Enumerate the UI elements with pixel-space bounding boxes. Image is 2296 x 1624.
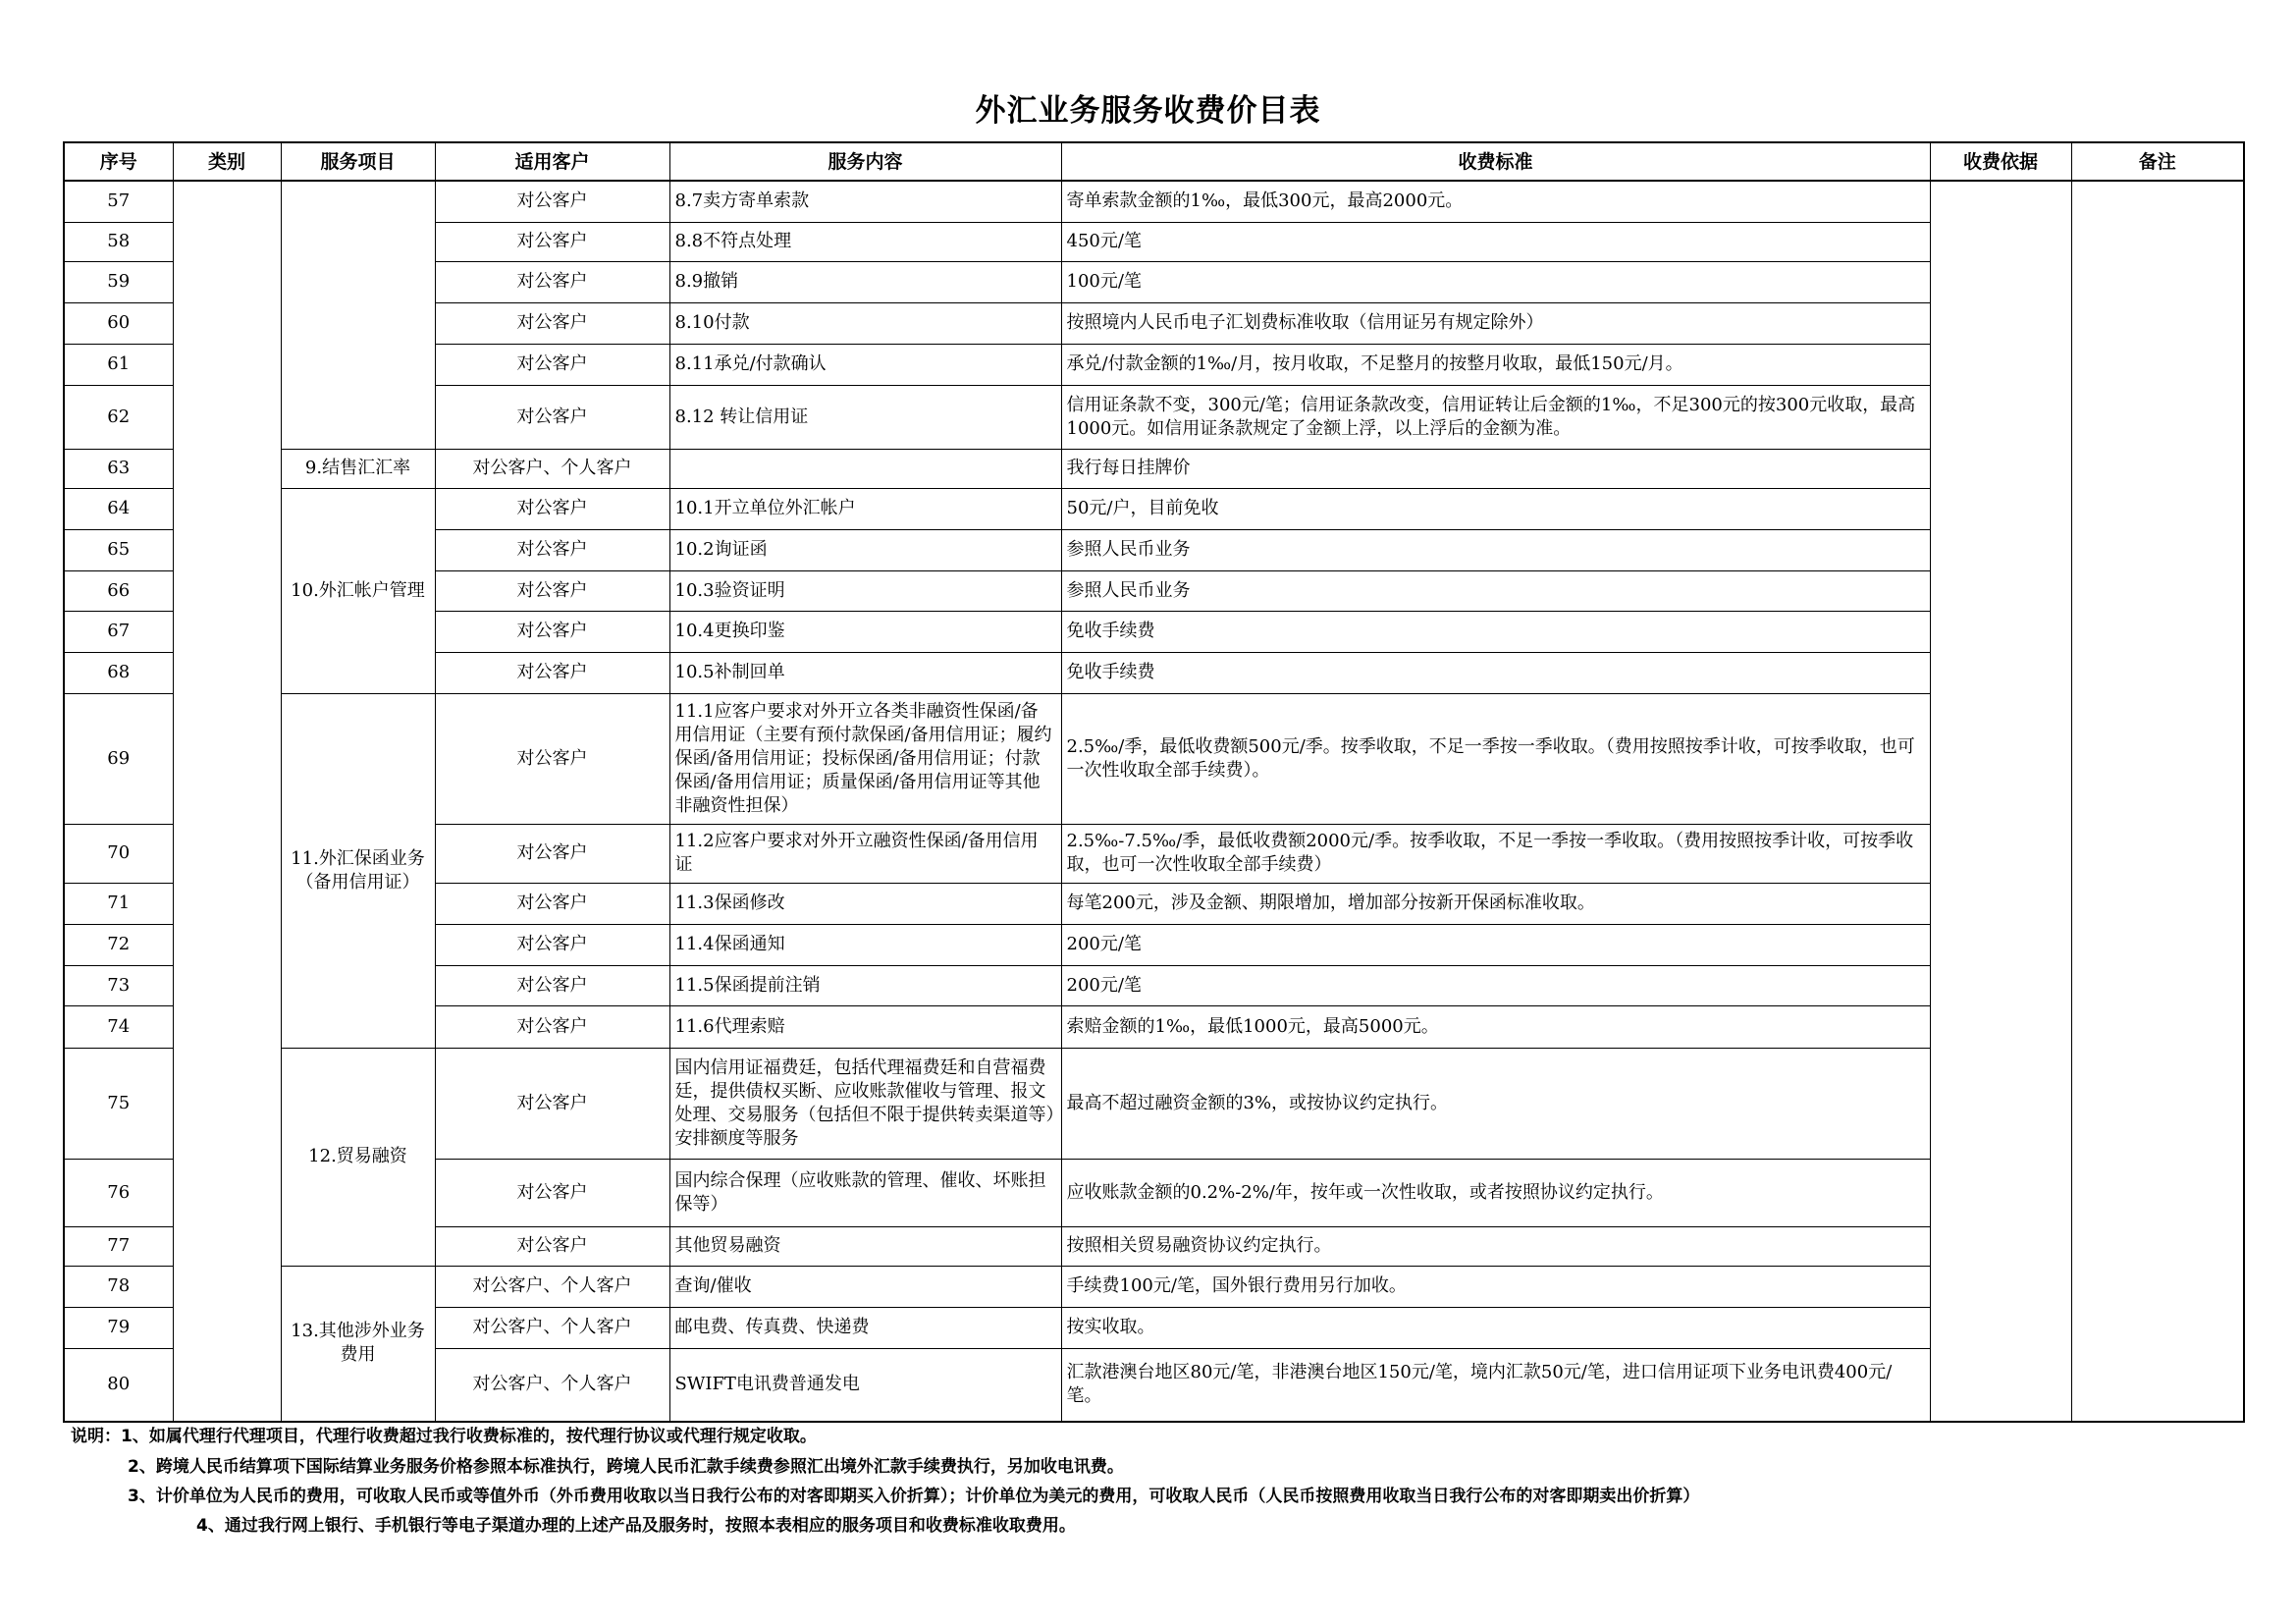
fee-standard-cell: 我行每日挂牌价 — [1061, 449, 1930, 488]
row-number-cell: 69 — [64, 693, 173, 824]
row-number-cell: 70 — [64, 824, 173, 883]
customer-cell: 对公客户 — [435, 488, 669, 529]
service-content-cell: 邮电费、传真费、快递费 — [669, 1307, 1061, 1348]
row-number-cell: 58 — [64, 222, 173, 261]
page-title: 外汇业务服务收费价目表 — [975, 93, 1321, 129]
customer-cell: 对公客户 — [435, 1048, 669, 1159]
table-body — [64, 181, 2244, 1422]
service-content-cell: 11.3保函修改 — [669, 883, 1061, 924]
row-number-cell: 64 — [64, 488, 173, 529]
header-row — [64, 142, 2244, 181]
service-content-cell: 10.3验资证明 — [669, 570, 1061, 611]
row-number-cell: 68 — [64, 652, 173, 693]
note-item: 3、计价单位为人民币的费用，可收取人民币或等值外币（外币费用收取以当日我行公布的对客即期买入价折算）；计价单位为美元的费用，可收取人民币（人民币按照费用收取当日我行公布的对客即期卖出价折算） — [128, 1487, 1700, 1506]
customer-cell: 对公客户 — [435, 1005, 669, 1048]
fee-standard-cell: 承兑/付款金额的1‰/月，按月收取，不足整月的按整月收取，最低150元/月。 — [1061, 344, 1930, 385]
row-number-cell: 73 — [64, 965, 173, 1005]
header-fee-basis: 收费依据 — [1930, 142, 2071, 181]
service-content-cell: 查询/催收 — [669, 1266, 1061, 1307]
fee-standard-cell: 汇款港澳台地区80元/笔，非港澳台地区150元/笔，境内汇款50元/笔，进口信用证项下业务电讯费400元/笔。 — [1061, 1348, 1930, 1422]
service-content-cell: 国内信用证福费廷，包括代理福费廷和自营福费廷，提供债权买断、应收账款催收与管理、报文处理、交易服务（包括但不限于提供转卖渠道等）安排额度等服务 — [669, 1048, 1061, 1159]
note-line-3 — [128, 1485, 1699, 1508]
header-remarks: 备注 — [2071, 142, 2244, 181]
service-content-cell: 10.2询证函 — [669, 529, 1061, 570]
fee-standard-cell: 200元/笔 — [1061, 965, 1930, 1005]
service-content-cell: 10.4更换印鉴 — [669, 611, 1061, 652]
fee-standard-cell: 免收手续费 — [1061, 652, 1930, 693]
row-number-cell: 59 — [64, 261, 173, 302]
fee-standard-cell: 2.5‰/季，最低收费额500元/季。按季收取，不足一季按一季收取。（费用按照按季计收，可按季收取，也可一次性收取全部手续费）。 — [1061, 693, 1930, 824]
service-content-cell: 11.2应客户要求对外开立融资性保函/备用信用证 — [669, 824, 1061, 883]
row-number-cell: 79 — [64, 1307, 173, 1348]
table-row — [64, 1266, 2244, 1307]
customer-cell: 对公客户、个人客户 — [435, 449, 669, 488]
service-content-cell: 国内综合保理（应收账款的管理、催收、坏账担保等） — [669, 1159, 1061, 1226]
fee-standard-cell: 200元/笔 — [1061, 924, 1930, 965]
customer-cell: 对公客户、个人客户 — [435, 1348, 669, 1422]
service-item-cell: 10.外汇帐户管理 — [281, 488, 435, 693]
service-content-cell: SWIFT电讯费普通发电 — [669, 1348, 1061, 1422]
fee-standard-cell: 450元/笔 — [1061, 222, 1930, 261]
notes-label: 说明： — [71, 1427, 121, 1446]
service-content-cell: 8.8不符点处理 — [669, 222, 1061, 261]
row-number-cell: 76 — [64, 1159, 173, 1226]
remarks-cell — [2071, 181, 2244, 1422]
row-number-cell: 67 — [64, 611, 173, 652]
service-content-cell: 11.1应客户要求对外开立各类非融资性保函/备用信用证（主要有预付款保函/备用信用证；履约保函/备用信用证；投标保函/备用信用证；付款保函/备用信用证；质量保函/备用信用证等其他非融资性担保） — [669, 693, 1061, 824]
row-number-cell: 78 — [64, 1266, 173, 1307]
table-row — [64, 488, 2244, 529]
service-item-cell: 11.外汇保函业务（备用信用证） — [281, 693, 435, 1048]
customer-cell: 对公客户 — [435, 824, 669, 883]
header-service-item: 服务项目 — [281, 142, 435, 181]
fee-standard-cell: 2.5‰-7.5‰/季，最低收费额2000元/季。按季收取，不足一季按一季收取。（费用按照按季计收，可按季收取，也可一次性收取全部手续费） — [1061, 824, 1930, 883]
service-content-cell: 11.6代理索赔 — [669, 1005, 1061, 1048]
service-content-cell: 8.11承兑/付款确认 — [669, 344, 1061, 385]
row-number-cell: 57 — [64, 181, 173, 222]
fee-standard-cell: 参照人民币业务 — [1061, 529, 1930, 570]
row-number-cell: 65 — [64, 529, 173, 570]
service-content-cell: 其他贸易融资 — [669, 1226, 1061, 1266]
fee-standard-cell: 应收账款金额的0.2%-2%/年，按年或一次性收取，或者按照协议约定执行。 — [1061, 1159, 1930, 1226]
row-number-cell: 71 — [64, 883, 173, 924]
fee-standard-cell: 按照境内人民币电子汇划费标准收取（信用证另有规定除外） — [1061, 302, 1930, 344]
service-content-cell: 8.7卖方寄单索款 — [669, 181, 1061, 222]
row-number-cell: 62 — [64, 385, 173, 449]
service-content-cell: 8.12 转让信用证 — [669, 385, 1061, 449]
customer-cell: 对公客户 — [435, 924, 669, 965]
customer-cell: 对公客户 — [435, 344, 669, 385]
service-content-cell: 10.1开立单位外汇帐户 — [669, 488, 1061, 529]
row-number-cell: 66 — [64, 570, 173, 611]
fee-standard-cell: 100元/笔 — [1061, 261, 1930, 302]
fee-standard-cell: 最高不超过融资金额的3%，或按协议约定执行。 — [1061, 1048, 1930, 1159]
row-number-cell: 75 — [64, 1048, 173, 1159]
service-content-cell: 11.4保函通知 — [669, 924, 1061, 965]
fee-schedule-table — [63, 141, 2245, 1423]
customer-cell: 对公客户 — [435, 385, 669, 449]
row-number-cell: 63 — [64, 449, 173, 488]
fee-standard-cell: 索赔金额的1‰，最低1000元，最高5000元。 — [1061, 1005, 1930, 1048]
row-number-cell: 80 — [64, 1348, 173, 1422]
row-number-cell: 61 — [64, 344, 173, 385]
note-line-1 — [71, 1425, 817, 1448]
fee-standard-cell: 按实收取。 — [1061, 1307, 1930, 1348]
customer-cell: 对公客户 — [435, 611, 669, 652]
category-cell — [173, 181, 281, 1422]
fee-standard-cell: 按照相关贸易融资协议约定执行。 — [1061, 1226, 1930, 1266]
header-service-content: 服务内容 — [669, 142, 1061, 181]
header-customer: 适用客户 — [435, 142, 669, 181]
fee-standard-cell: 手续费100元/笔，国外银行费用另行加收。 — [1061, 1266, 1930, 1307]
note-line-4 — [196, 1514, 1076, 1538]
fee-standard-cell: 寄单索款金额的1‰，最低300元，最高2000元。 — [1061, 181, 1930, 222]
fee-basis-cell — [1930, 181, 2071, 1422]
row-number-cell: 72 — [64, 924, 173, 965]
service-content-cell: 10.5补制回单 — [669, 652, 1061, 693]
row-number-cell: 77 — [64, 1226, 173, 1266]
fee-standard-cell: 免收手续费 — [1061, 611, 1930, 652]
customer-cell: 对公客户 — [435, 261, 669, 302]
service-item-cell: 9.结售汇汇率 — [281, 449, 435, 488]
customer-cell: 对公客户、个人客户 — [435, 1266, 669, 1307]
row-number-cell: 60 — [64, 302, 173, 344]
note-item: 4、通过我行网上银行、手机银行等电子渠道办理的上述产品及服务时，按照本表相应的服务项目和收费标准收取费用。 — [196, 1516, 1076, 1536]
customer-cell: 对公客户 — [435, 570, 669, 611]
note-item: 2、跨境人民币结算项下国际结算业务服务价格参照本标准执行，跨境人民币汇款手续费参照汇出境外汇款手续费执行，另加收电讯费。 — [128, 1457, 1124, 1477]
table-row — [64, 181, 2244, 222]
fee-standard-cell: 参照人民币业务 — [1061, 570, 1930, 611]
service-content-cell: 8.9撤销 — [669, 261, 1061, 302]
row-number-cell: 74 — [64, 1005, 173, 1048]
table-row — [64, 693, 2244, 824]
table-row — [64, 449, 2244, 488]
note-item: 1、如属代理行代理项目，代理行收费超过我行收费标准的，按代理行协议或代理行规定收取。 — [121, 1427, 817, 1446]
customer-cell: 对公客户 — [435, 652, 669, 693]
service-content-cell — [669, 449, 1061, 488]
fee-standard-cell: 每笔200元，涉及金额、期限增加，增加部分按新开保函标准收取。 — [1061, 883, 1930, 924]
service-content-cell: 11.5保函提前注销 — [669, 965, 1061, 1005]
fee-standard-cell: 50元/户，目前免收 — [1061, 488, 1930, 529]
customer-cell: 对公客户 — [435, 529, 669, 570]
header-fee-standard: 收费标准 — [1061, 142, 1930, 181]
customer-cell: 对公客户 — [435, 302, 669, 344]
service-item-cell — [281, 181, 435, 449]
header-number: 序号 — [64, 142, 173, 181]
customer-cell: 对公客户 — [435, 181, 669, 222]
note-line-2 — [128, 1455, 1124, 1479]
table-row — [64, 1048, 2244, 1159]
customer-cell: 对公客户 — [435, 965, 669, 1005]
fee-standard-cell: 信用证条款不变，300元/笔；信用证条款改变，信用证转让后金额的1‰，不足300元的按300元收取，最高1000元。如信用证条款规定了金额上浮，以上浮后的金额为准。 — [1061, 385, 1930, 449]
customer-cell: 对公客户 — [435, 1159, 669, 1226]
customer-cell: 对公客户、个人客户 — [435, 1307, 669, 1348]
service-item-cell: 13.其他涉外业务费用 — [281, 1266, 435, 1422]
service-content-cell: 8.10付款 — [669, 302, 1061, 344]
customer-cell: 对公客户 — [435, 883, 669, 924]
customer-cell: 对公客户 — [435, 1226, 669, 1266]
customer-cell: 对公客户 — [435, 222, 669, 261]
customer-cell: 对公客户 — [435, 693, 669, 824]
header-category: 类别 — [173, 142, 281, 181]
service-item-cell: 12.贸易融资 — [281, 1048, 435, 1266]
